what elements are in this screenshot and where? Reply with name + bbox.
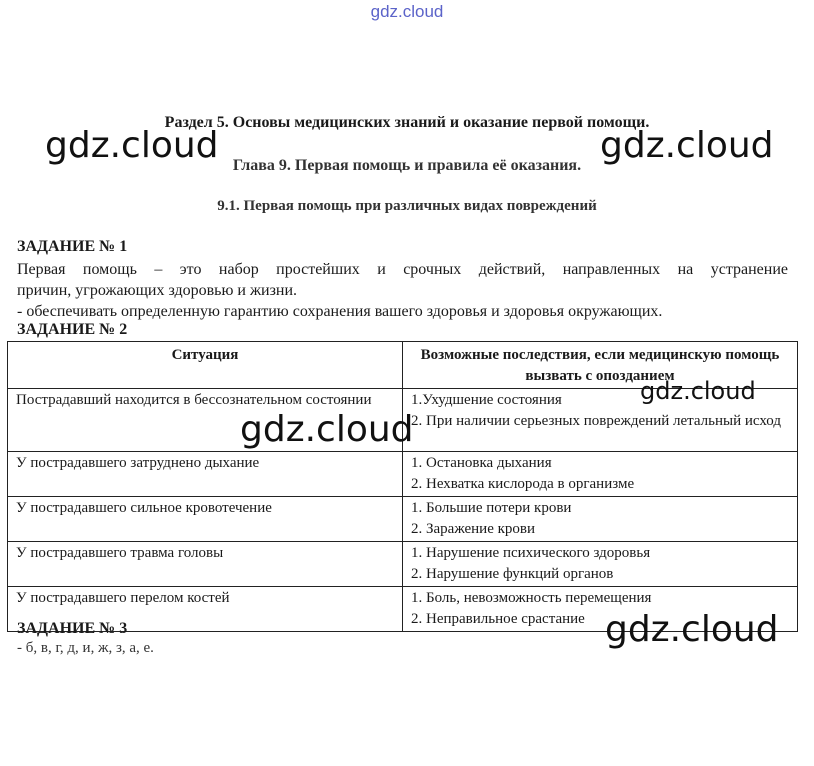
task-3-answer: - б, в, г, д, и, ж, з, а, е. <box>17 640 154 656</box>
watermark-overlay: gdz.cloud <box>600 125 774 166</box>
consequences-cell <box>403 542 798 587</box>
consequences-cell <box>403 497 798 542</box>
table-row <box>8 452 798 497</box>
consequences-cell <box>403 452 798 497</box>
consequence-item: 2. Заражение крови <box>411 521 536 537</box>
column-header-situation: Ситуация <box>8 342 403 389</box>
consequence-item: 2. При наличии серьезных повреждений летальный исход <box>411 413 781 429</box>
task-1-text <box>17 259 788 322</box>
task-2-title: ЗАДАНИЕ № 2 <box>17 321 128 338</box>
paragraph-heading: 9.1. Первая помощь при различных видах повреждений <box>217 198 597 214</box>
consequence-item: 1. Большие потери крови <box>411 500 572 516</box>
situation-cell: Пострадавший находится в бессознательном состоянии <box>8 389 403 452</box>
site-watermark: gdz.cloud <box>370 2 444 21</box>
column-header-consequences: Возможные последствия, если медицинскую помощь вызвать с опозданием <box>403 342 798 389</box>
consequence-item: 2. Нехватка кислорода в организме <box>411 476 635 492</box>
task-1-line: - обеспечивать определенную гарантию сохранения вашего здоровья и здоровья окружающих. <box>17 303 663 320</box>
section-heading: Раздел 5. Основы медицинских знаний и оказание первой помощи. <box>164 114 650 131</box>
table-row <box>8 542 798 587</box>
task-1-title: ЗАДАНИЕ № 1 <box>17 238 128 255</box>
table-row <box>8 497 798 542</box>
watermark-overlay: gdz.cloud <box>605 609 779 650</box>
watermark-overlay: gdz.cloud <box>45 125 219 166</box>
situation-cell: У пострадавшего сильное кровотечение <box>8 497 403 542</box>
task-1-line: Первая помощь – это набор простейших и срочных действий, направленных на устранение <box>17 261 788 278</box>
task-3-title: ЗАДАНИЕ № 3 <box>17 620 128 637</box>
consequence-item: 2. Нарушение функций органов <box>411 566 614 582</box>
consequence-item: 1. Боль, невозможность перемещения <box>411 590 652 606</box>
watermark-overlay: gdz.cloud <box>640 377 756 405</box>
watermark-overlay: gdz.cloud <box>240 409 414 450</box>
situation-cell: У пострадавшего затруднено дыхание <box>8 452 403 497</box>
task-1-line: причин, угрожающих здоровью и жизни. <box>17 282 298 299</box>
situation-cell: У пострадавшего перелом костей <box>8 587 403 632</box>
consequence-item: 1. Нарушение психического здоровья <box>411 545 651 561</box>
situation-cell: У пострадавшего травма головы <box>8 542 403 587</box>
consequence-item: 1.Ухудшение состояния <box>411 392 562 408</box>
consequence-item: 2. Неправильное срастание <box>411 611 585 627</box>
consequence-item: 1. Остановка дыхания <box>411 455 552 471</box>
chapter-heading: Глава 9. Первая помощь и правила её оказания. <box>232 157 582 174</box>
